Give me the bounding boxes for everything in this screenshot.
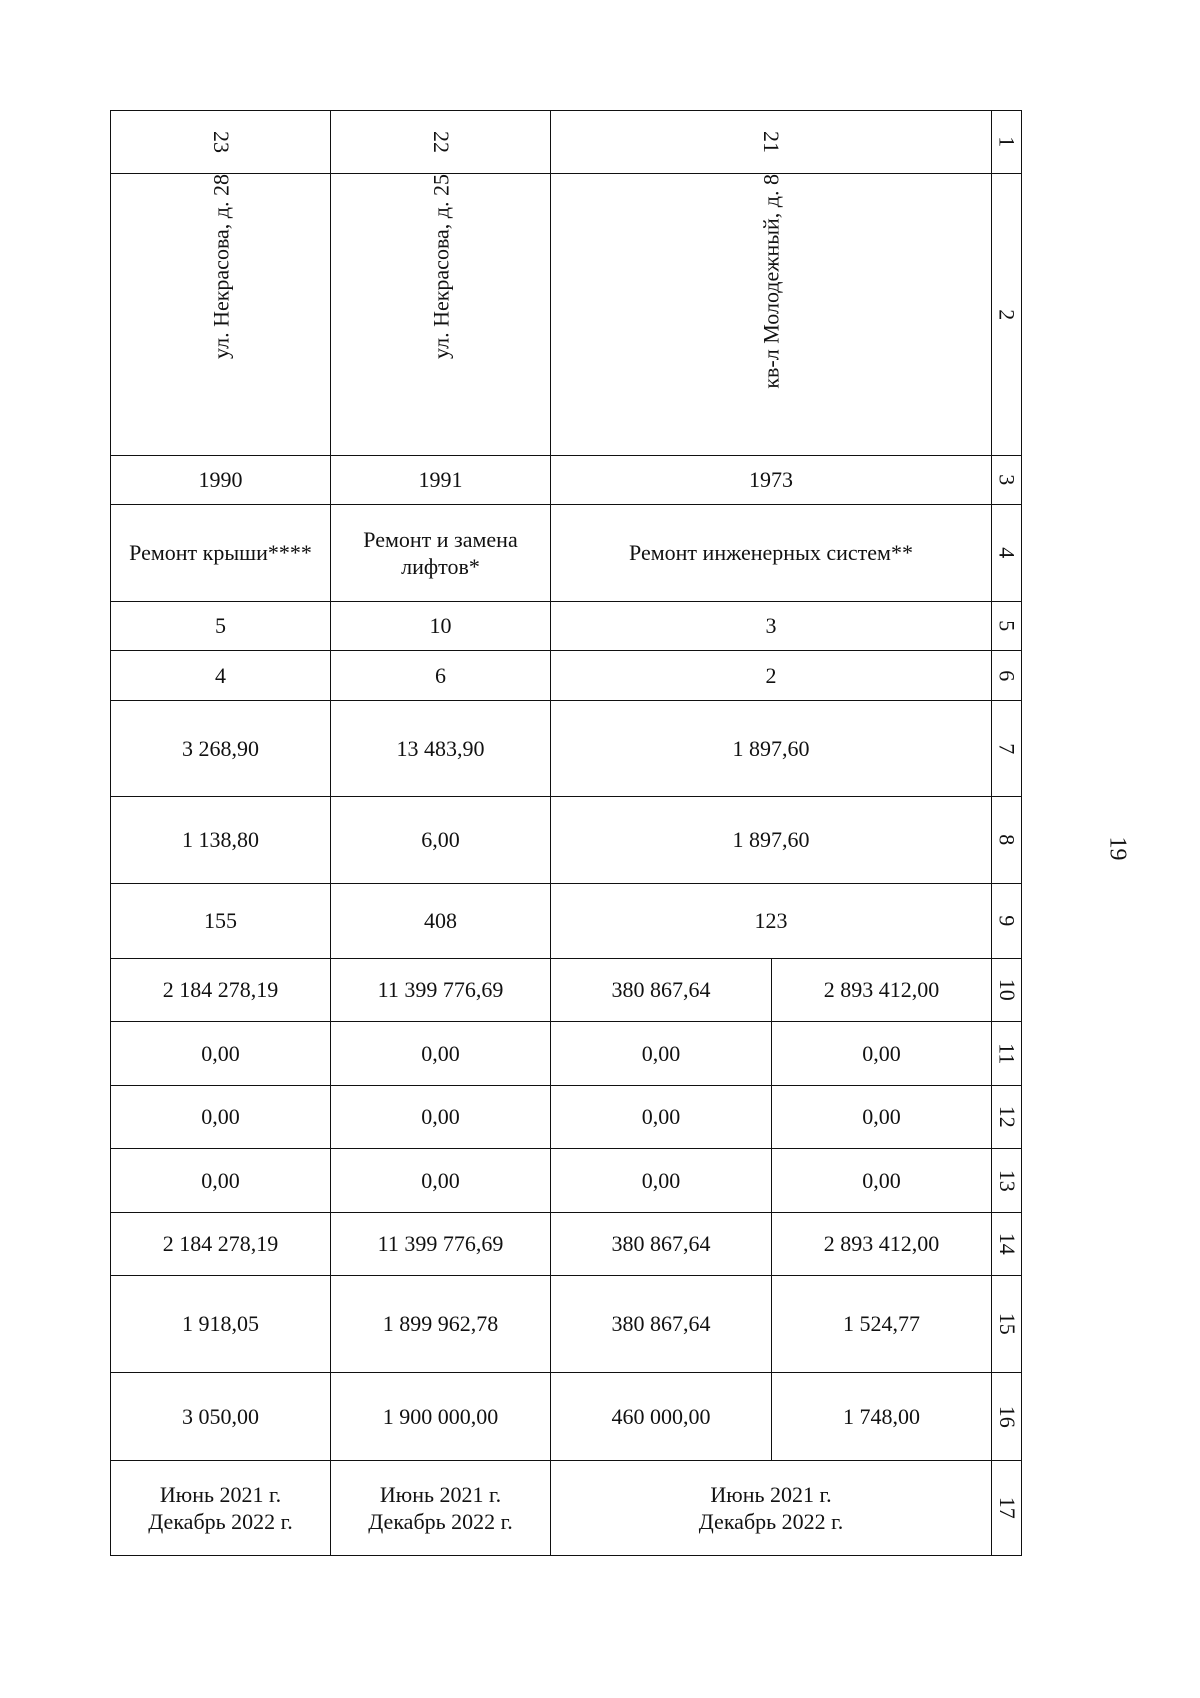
work-type-cell: Ремонт инженерных систем** xyxy=(551,505,992,602)
column-number: 9 xyxy=(992,884,1022,959)
value-cell: 13 483,90 xyxy=(331,701,551,797)
value-cell: 1 897,60 xyxy=(551,797,992,884)
address-cell: ул. Некрасова, д. 25 xyxy=(331,174,551,456)
value-cell: 0,00 xyxy=(551,1086,772,1149)
value-cell: 1 748,00 xyxy=(772,1373,992,1461)
year-cell: 1990 xyxy=(111,456,331,505)
column-number: 15 xyxy=(992,1276,1022,1373)
column-number: 4 xyxy=(992,505,1022,602)
value-cell: 3 050,00 xyxy=(111,1373,331,1461)
value-cell: 0,00 xyxy=(111,1022,331,1086)
value-cell: 1 524,77 xyxy=(772,1276,992,1373)
value-cell: 1 897,60 xyxy=(551,701,992,797)
column-number: 17 xyxy=(992,1461,1022,1556)
column-number: 1 xyxy=(992,111,1022,174)
value-cell: 1 899 962,78 xyxy=(331,1276,551,1373)
year-cell: 1973 xyxy=(551,456,992,505)
value-cell: 460 000,00 xyxy=(551,1373,772,1461)
table-row xyxy=(111,1149,1022,1213)
column-number: 10 xyxy=(992,959,1022,1022)
value-cell: 2 893 412,00 xyxy=(772,959,992,1022)
value-cell: 11 399 776,69 xyxy=(331,959,551,1022)
table-row xyxy=(111,1276,1022,1373)
table-row xyxy=(111,602,1022,651)
column-number: 2 xyxy=(992,174,1022,456)
value-cell: 0,00 xyxy=(772,1149,992,1213)
row-number-cell: 23 xyxy=(111,111,331,174)
value-cell: 5 xyxy=(111,602,331,651)
column-number: 6 xyxy=(992,651,1022,701)
value-cell: 155 xyxy=(111,884,331,959)
value-cell: 0,00 xyxy=(331,1149,551,1213)
column-number: 3 xyxy=(992,456,1022,505)
work-type-cell: Ремонт и замена лифтов* xyxy=(331,505,551,602)
value-cell: 0,00 xyxy=(331,1022,551,1086)
value-cell: 380 867,64 xyxy=(551,1213,772,1276)
table-row xyxy=(111,456,1022,505)
value-cell: 6,00 xyxy=(331,797,551,884)
value-cell: 380 867,64 xyxy=(551,1276,772,1373)
row-number-cell: 22 xyxy=(331,111,551,174)
period-cell: Июнь 2021 г. Декабрь 2022 г. xyxy=(551,1461,992,1556)
page-number: 19 xyxy=(1104,836,1131,861)
table-row xyxy=(111,959,1022,1022)
table-row xyxy=(111,1213,1022,1276)
period-cell: Июнь 2021 г. Декабрь 2022 г. xyxy=(331,1461,551,1556)
column-number: 11 xyxy=(992,1022,1022,1086)
value-cell: 0,00 xyxy=(551,1149,772,1213)
table-row xyxy=(111,1373,1022,1461)
table-row xyxy=(111,884,1022,959)
value-cell: 0,00 xyxy=(772,1022,992,1086)
value-cell: 2 184 278,19 xyxy=(111,959,331,1022)
table-row xyxy=(111,797,1022,884)
column-number: 14 xyxy=(992,1213,1022,1276)
value-cell: 0,00 xyxy=(551,1022,772,1086)
column-number: 7 xyxy=(992,701,1022,797)
value-cell: 4 xyxy=(111,651,331,701)
value-cell: 2 xyxy=(551,651,992,701)
year-cell: 1991 xyxy=(331,456,551,505)
value-cell: 123 xyxy=(551,884,992,959)
value-cell: 1 138,80 xyxy=(111,797,331,884)
value-cell: 10 xyxy=(331,602,551,651)
value-cell: 3 xyxy=(551,602,992,651)
table-row xyxy=(111,505,1022,602)
value-cell: 408 xyxy=(331,884,551,959)
address-cell: ул. Некрасова, д. 28 xyxy=(111,174,331,456)
value-cell: 3 268,90 xyxy=(111,701,331,797)
value-cell: 6 xyxy=(331,651,551,701)
value-cell: 0,00 xyxy=(772,1086,992,1149)
value-cell: 2 184 278,19 xyxy=(111,1213,331,1276)
value-cell: 380 867,64 xyxy=(551,959,772,1022)
table-row xyxy=(111,701,1022,797)
column-number: 16 xyxy=(992,1373,1022,1461)
column-number: 13 xyxy=(992,1149,1022,1213)
value-cell: 1 918,05 xyxy=(111,1276,331,1373)
address-cell: кв-л Молодежный, д. 8 xyxy=(551,174,992,456)
value-cell: 1 900 000,00 xyxy=(331,1373,551,1461)
column-number: 5 xyxy=(992,602,1022,651)
table-row xyxy=(111,651,1022,701)
table-row xyxy=(111,1022,1022,1086)
table-row xyxy=(111,1086,1022,1149)
value-cell: 0,00 xyxy=(111,1149,331,1213)
value-cell: 0,00 xyxy=(111,1086,331,1149)
repair-table xyxy=(110,110,1022,1556)
column-number: 8 xyxy=(992,797,1022,884)
period-cell: Июнь 2021 г. Декабрь 2022 г. xyxy=(111,1461,331,1556)
table-row xyxy=(111,1461,1022,1556)
column-number: 12 xyxy=(992,1086,1022,1149)
work-type-cell: Ремонт крыши**** xyxy=(111,505,331,602)
row-number-cell: 21 xyxy=(551,111,992,174)
table-row xyxy=(111,174,1022,456)
table-row xyxy=(111,111,1022,174)
value-cell: 2 893 412,00 xyxy=(772,1213,992,1276)
value-cell: 0,00 xyxy=(331,1086,551,1149)
value-cell: 11 399 776,69 xyxy=(331,1213,551,1276)
